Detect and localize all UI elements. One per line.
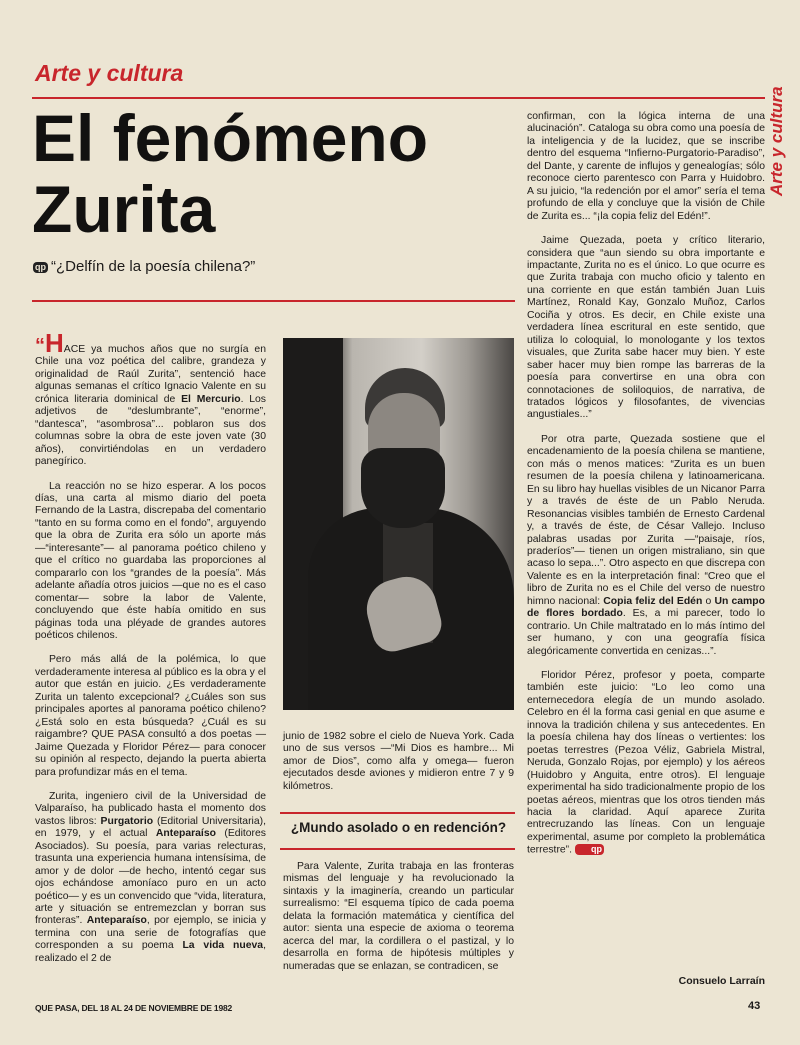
emphasized-title: El Mercurio — [181, 393, 241, 405]
qp-logo-icon: qp — [35, 261, 46, 272]
article-column-right — [527, 111, 765, 857]
subtitle-text: “¿Delfín de la poesía chilena?” — [51, 258, 256, 275]
page-title — [32, 101, 429, 246]
header-rule — [32, 97, 765, 99]
article-paragraph — [283, 861, 514, 973]
end-mark-qp-icon: qp — [575, 844, 604, 855]
paragraph-text: La reacción no se hizo esperar. A los pocos días, una carta al mismo diario del poeta Fernando de la Lastra, discrepaba del comentario “tanto en su forma como en el fondo”, arguyendo que la obra de Zurita era sólo un aporte más —“interesante”— al panorama poético chileno y que el crítico no guardaba las proporciones al compararlo con los “grandes de la poesía”. Más adelante añadía otros juicios —que no es el caso comentar— sobre la labor de Valente, concluyendo que éste había omitido en sus páginas toda una pléyade de grandes autores poéticos chilenos. — [35, 480, 266, 641]
emphasized-title: La vida nueva — [182, 940, 264, 952]
emphasized-title: Un campo de flores bordado — [527, 595, 765, 620]
paragraph-text: Por otra parte, Quezada sostiene que el encadenamiento de la poesía chilena se mantiene, con más o menos matices: “Zurita es un buen resumen de la poesía chilena y latinoamericana. En su libro hay huellas visibles de un Nicanor Parra y a través de éste de un Pablo Neruda. Resonancias visibles también de Ernesto Cardenal y, a través de éste, de César Vallejo. Incluso palabras usadas por Zurita —“paisaje, ríos, praderíos”— tienen un origen mistraliano, sin que acaso lo sepa...”. Otro aspecto en que discrepa con Valente es en la interpretación final: “Creo que el libro de Zurita no es el Chile del verso de nuestro himno nacional: — [527, 433, 765, 607]
article-column-middle-bottom — [283, 861, 514, 973]
paragraph-text: . Es, a mi parecer, todo lo contrario. Un Chile maltratado en lo más íntimo del ser humano, y con una geografía física alegóricamente convertida en cenizas...”. — [527, 608, 765, 657]
emphasized-title: Anteparaíso — [155, 828, 216, 840]
paragraph-text: confirman, con la lógica interna de una alucinación”. Cataloga su obra como una poesía de la inteligencia y de la lucidez, que se inscribe dentro del esquema “Infierno-Purgatorio-Paradiso”, del Dante, y carente de influjos y genealogías; sólo reconoce cierto parentesco con Parra y Huidobro. A su juicio, “la redención por el amor” sería el tema profundo de ella y concluye que la visión de Chile de Zurita es... “¡la copia feliz del Edén!”. — [527, 111, 765, 222]
subtitle — [33, 258, 255, 275]
paragraph-text: Zurita, ingeniero civil de la Universidad de Valparaíso, ha publicado hasta el momento dos vastos libros: — [35, 790, 266, 827]
subheading: ¿Mundo asolado o en redención? — [290, 820, 507, 835]
article-paragraph — [527, 235, 765, 422]
footer-issue: QUE PASA, DEL 18 AL 24 DE NOVIEMBRE DE 1982 — [35, 1003, 233, 1013]
title-rule — [32, 300, 515, 302]
paragraph-text: . Los adjetivos de “deslumbrante”, “enorme”, “dantesca”, “asombrosa”... poblaron sus dos columnas sobre la obra de este joven vate (30 años), convirtiéndolas en un verdadero panegírico. — [35, 393, 267, 468]
emphasized-title: Copia feliz del Edén — [603, 595, 703, 607]
byline: Consuelo Larraín — [678, 975, 765, 987]
paragraph-text: (Editores Asociados). Su poesía, para varias relecturas, trasunta una experiencia humana intensísima, de amor y de dolor —de hecho, intentó cegar sus ojos echándose amoníaco puro en un acto poético— y es un convencido que “vida, literatura, arte y situación se entremezclan y borran sus fronteras”. — [35, 828, 266, 927]
paragraph-text: o — [702, 595, 715, 607]
article-paragraph — [527, 670, 765, 857]
title-line-1: El fenómeno — [32, 101, 429, 175]
article-paragraph — [283, 731, 514, 793]
emphasized-title: Purgatorio — [100, 815, 154, 827]
article-paragraph — [527, 111, 765, 223]
article-paragraph — [527, 434, 765, 658]
article-column-middle-top — [283, 731, 514, 793]
paragraph-text: junio de 1982 sobre el cielo de Nueva York. Cada uno de sus versos —“Mi Dios es hambre... Mi amor de Dios”, como alfa y omega— fueron ejecutados desde aviones y midieron entre 7 y 9 kilómetros. — [283, 731, 514, 792]
page-number: 43 — [748, 1000, 761, 1012]
article-paragraph — [35, 654, 266, 779]
article-paragraph — [35, 481, 266, 643]
paragraph-text: Floridor Pérez, profesor y poeta, comparte también este juicio: “Lo leo como una enternecedora elegía de un mundo asolado. Celebro en él la forma casi genial en que asume e innova la tradición chilena y sus antecedentes. En la poesía chilena hay dos líneas o vertientes: los poetas terrestres (Pezoa Véliz, Gabriela Mistral, Neruda, Gonzalo Rojas, por ejemplo) y los aéreos (Huidobro y Anguita, entre otros). El lenguaje experimental ha sido tradicionalmente propio de los poetas aéreos, mientras que los otros tienden más hacia la claridad. Aquí aparece Zurita entrecruzando las líneas. Con un lenguaje experimental, asume por completo la problemática terrestre”. — [527, 670, 765, 856]
paragraph-text: , realizado el 2 de — [35, 940, 266, 964]
title-line-2: Zurita — [32, 172, 216, 246]
photo-beard — [361, 448, 445, 528]
article-paragraph — [35, 328, 267, 469]
paragraph-text: Para Valente, Zurita trabaja en las fronteras mismas del lenguaje y ha revolucionado la sintaxis y la imaginería, creando un particular surrealismo: “El esquema típico de cada poema delata la formación matemática y científica del autor: sienta una especie de axioma o teorema acerca del mar, la cordillera o el pastizal, y lo desarrolla en forma de hipótesis múltiples y numeradas que se enlazan, se contradicen, se — [283, 861, 514, 972]
paragraph-text: Pero más allá de la polémica, lo que verdaderamente interesa al público es la obra y el autor que están en juicio. ¿Es verdaderamente Zurita un talento excepcional? ¿Cuáles son sus principales aportes al panorama poético chileno? ¿Está solo en esta búsqueda? ¿Cuál es su raigambre? QUE PASA consultó a dos poetas —Jaime Quezada y Floridor Pérez— para conocer su opinión al respecto, dejando la puerta abierta para profundizar más en el tema. — [35, 654, 266, 778]
paragraph-text: (Editorial Universitaria), en 1979, y el actual — [35, 815, 266, 840]
paragraph-text: ACE ya muchos años que no surgía en Chile una voz poética del calibre, grandeza y originalidad de Raúl Zurita”, sentenció hace algunas semanas el crítico Ignacio Valente en su crónica literaria dominical de — [35, 344, 266, 405]
article-column-left — [35, 328, 267, 965]
article-paragraph — [35, 791, 266, 965]
dropcap-letter: H — [45, 328, 64, 358]
portrait-photo — [283, 338, 514, 710]
section-label: Arte y cultura — [35, 60, 184, 86]
vertical-section-label — [762, 86, 792, 196]
subhead-rule-bottom — [280, 848, 515, 850]
paragraph-text: Jaime Quezada, poeta y crítico literario, considera que “aun siendo su obra importante e impactante, Zurita no es el único. Lo que ocurre es que Zurita trabaja con mucho oficio y talento en una corriente en que están también Juan Luis Martínez, Ronald Kay, Gonzalo Muñoz, Carlos Cociña y otros. Es decir, en Chile existe una verdadera línea escritural en este sentido, que utiliza lo coloquial, lo monologante y los textos visuales, que Zurita sabe hacer muy bien. Y este saber hacer muy bien rompe las barreras de la poesía para convertirse en una obra con connotaciones de soliloquios, de narrativa, de tratados lógicos y filosofantes, de vivencias angustiales...” — [527, 235, 765, 421]
subhead-rule-top — [280, 812, 515, 814]
paragraph-text: , por ejemplo, se inicia y termina con una serie de fotografías que corresponden a su poema — [35, 915, 266, 952]
vertical-section-text: Arte y cultura — [767, 86, 786, 196]
emphasized-title: Anteparaíso — [86, 915, 147, 927]
dropcap-quote: “ — [35, 335, 45, 357]
